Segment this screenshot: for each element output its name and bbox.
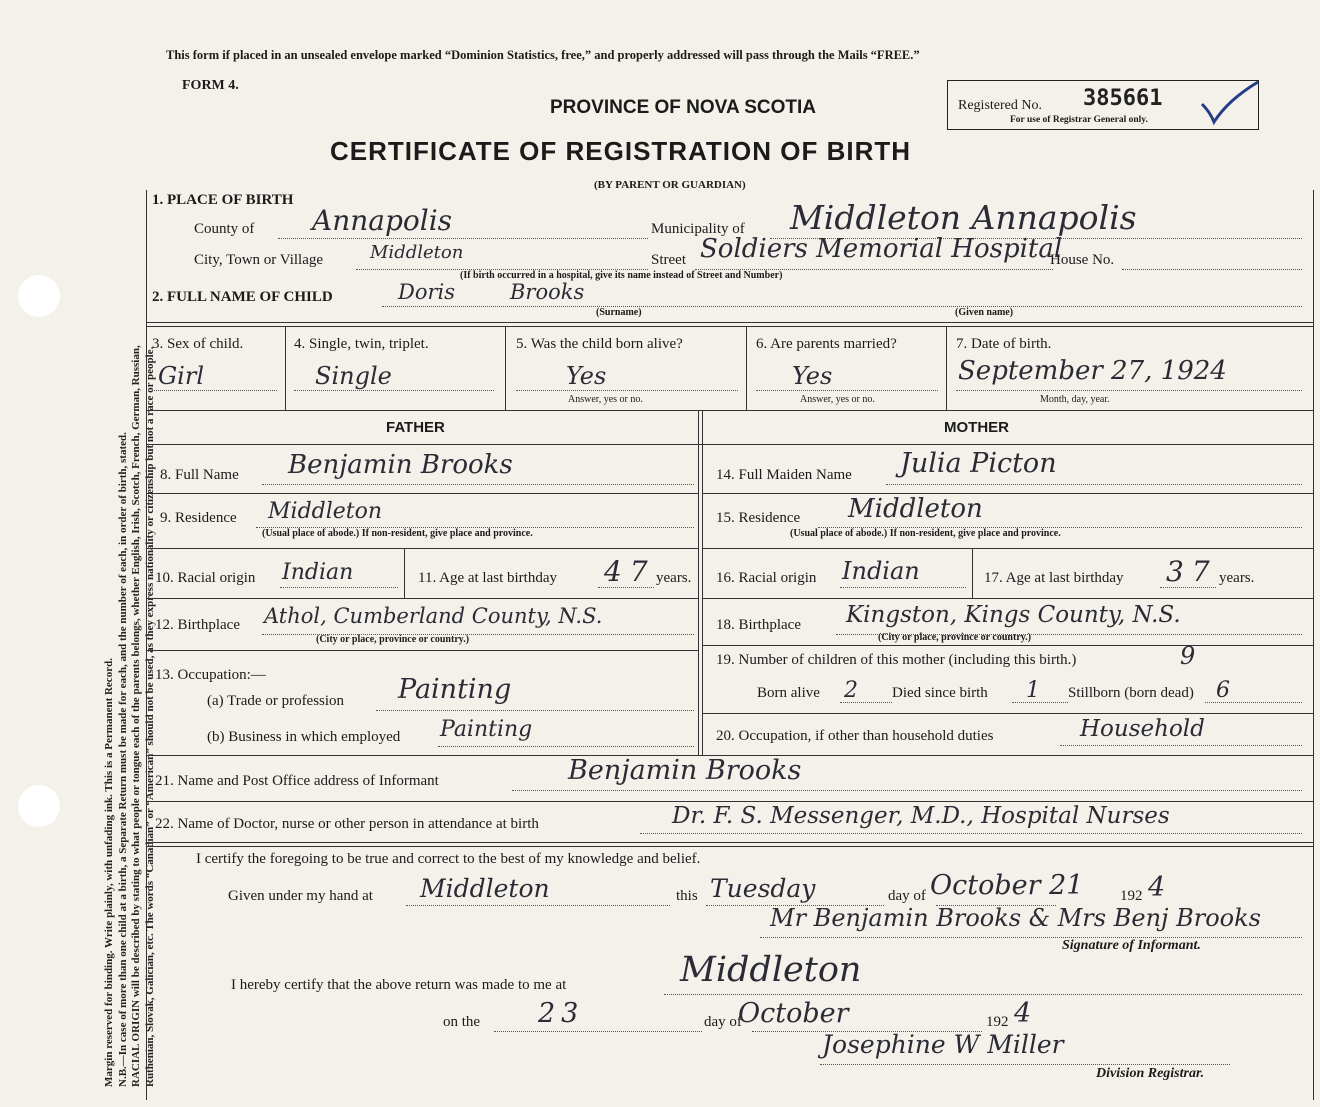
municipality-label: Municipality of [651,221,745,237]
mother-residence-caption: (Usual place of abode.) If non-resident, give place and province. [790,528,1061,539]
father-racial-line [280,587,398,588]
died-value: 1 [1026,678,1040,703]
given-label: Given under my hand at [228,888,373,904]
given-caption: (Given name) [955,307,1014,318]
mother-age-value: 37 [1166,555,1218,588]
children-count-value: 9 [1180,642,1196,670]
sex-label: 3. Sex of child. [152,336,244,352]
mother-name-label: 14. Full Maiden Name [716,467,852,483]
occupation-label: 13. Occupation:— [155,667,266,683]
certificate-title: CERTIFICATE OF REGISTRATION OF BIRTH [330,136,912,166]
county-label: County of [194,221,255,237]
mother-row-rule-4 [702,645,1313,646]
informant-label: 21. Name and Post Office address of Informant [155,773,439,789]
margin-line-3: RACIAL ORIGIN will be described by stating to what people or tongue each of the parents belongs, whether English, Irish, Scotch, French, German, Russian, [130,345,142,1087]
business-label: (b) Business in which employed [207,729,401,745]
registrar-caption: Division Registrar. [1096,1066,1205,1081]
parents-column-divider [698,410,703,755]
plurality-value: Single [315,362,392,390]
signature-caption: Signature of Informant. [1062,938,1201,953]
informant-signature-line [760,937,1302,938]
return-place-value: Middleton [680,950,862,990]
registered-number: 385661 [1083,86,1163,111]
mother-birthplace-label: 18. Birthplace [716,617,801,633]
return-year-suffix: 4 [1014,998,1032,1029]
return-place-line [664,994,1302,995]
mother-residence-value: Middleton [848,494,983,524]
father-birthplace-caption: (City or place, province or country.) [316,634,470,645]
informant-value: Benjamin Brooks [568,755,802,786]
father-row-rule-4 [146,650,698,651]
alive-label: 5. Was the child born alive? [516,336,683,352]
province-heading: PROVINCE OF NOVA SCOTIA [550,97,817,118]
street-value: Soldiers Memorial Hospital [700,234,1063,264]
check-mark-icon [1200,78,1260,126]
father-racial-value: Indian [282,560,354,585]
on-the-label: on the [443,1014,481,1030]
margin-line-2: N.B.—In case of more than one child at a birth, a Separate Return must be made for each, and the number of each, in order of birth, stated. [116,432,129,1087]
trade-line [376,710,694,711]
mother-racial-line [840,587,966,588]
stillborn-value: 6 [1216,678,1230,703]
city-value: Middleton [370,242,464,263]
father-years-label: years. [656,570,692,586]
father-heading: FATHER [386,419,445,436]
county-value: Annapolis [312,204,453,237]
father-age-value: 47 [604,555,656,588]
mother-name-value: Julia Picton [900,448,1057,479]
mother-heading: MOTHER [944,419,1009,436]
child-name-label: 2. FULL NAME OF CHILD [152,289,333,305]
margin-line-1: Margin reserved for binding. Write plainly, with unfading ink. This is a Permanent Record. [103,658,115,1087]
alive-caption: Answer, yes or no. [568,394,643,405]
mother-birthplace-caption: (City or place, province or country.) [878,632,1032,643]
row3-divider-4 [946,326,947,410]
child-surname: Brooks [510,280,585,304]
married-label: 6. Are parents married? [756,336,897,352]
mother-residence-label: 15. Residence [716,510,801,526]
mother-racial-value: Indian [842,557,920,585]
mother-row-rule-2 [702,548,1313,549]
mother-row-rule-1 [702,493,1313,494]
this-label: this [676,888,698,904]
punch-hole-bottom [18,785,60,827]
father-residence-value: Middleton [268,499,383,524]
month-day-value: October 21 [930,870,1084,901]
child-name-line [382,306,1302,307]
father-residence-caption: (Usual place of abode.) If non-resident, give place and province. [262,528,533,539]
return-day-of-label: day of [704,1014,742,1030]
mother-racial-divider [972,548,973,598]
rule-after-informant [146,801,1313,802]
registrar-note: For use of Registrar General only. [1010,115,1148,125]
children-count-label: 19. Number of children of this mother (including this birth.) [716,652,1077,668]
died-line [1012,702,1068,703]
day-of-label: day of [888,888,926,904]
father-row-rule-1 [146,493,698,494]
given-place-line [406,905,670,906]
business-line [438,746,694,747]
frame-right [1313,190,1314,1100]
registered-label: Registered No. [958,98,1042,113]
house-label: House No. [1050,252,1115,268]
father-birthplace-value: Athol, Cumberland County, N.S. [264,604,603,628]
married-line [756,390,938,391]
dob-value: September 27, 1924 [958,356,1227,386]
doctor-line [640,833,1302,834]
plurality-line [294,390,494,391]
died-label: Died since birth [892,685,988,701]
stillborn-label: Stillborn (born dead) [1068,685,1194,701]
trade-label: (a) Trade or profession [207,693,345,709]
father-age-label: 11. Age at last birthday [418,570,557,586]
year-suffix: 4 [1148,872,1166,903]
rule-before-parents [146,410,1313,411]
row3-divider-3 [746,326,747,410]
rule-before-certification [146,842,1313,847]
father-birthplace-label: 12. Birthplace [155,617,240,633]
return-day-line [494,1031,702,1032]
mother-row-rule-5 [702,713,1313,714]
father-name-label: 8. Full Name [160,467,239,483]
mail-notice: This form if placed in an unsealed envelope marked “Dominion Statistics, free,” and properly addressed will pass through the Mails “FREE.” [166,48,920,62]
married-caption: Answer, yes or no. [800,394,875,405]
county-line [278,238,648,239]
mother-occupation-line [1060,745,1302,746]
alive-value: Yes [566,362,607,390]
city-label: City, Town or Village [194,252,324,268]
mother-occupation-label: 20. Occupation, if other than household duties [716,728,994,744]
sex-value: Girl [158,362,204,390]
mother-racial-label: 16. Racial origin [716,570,817,586]
plurality-label: 4. Single, twin, triplet. [294,336,429,352]
margin-line-4: Ruthenian, Slovak, Galician, etc. The words “Canadian” or “American” should not be used, as they express nationality or citizenship but not a race or people. [143,346,156,1087]
registered-checkmark [1200,78,1260,126]
father-racial-divider [404,548,405,598]
sex-line [152,390,277,391]
father-name-line [262,484,694,485]
year-prefix: 192 [1120,888,1143,904]
hospital-note: (If birth occurred in a hospital, give its name instead of Street and Number) [460,270,783,281]
father-name-value: Benjamin Brooks [288,450,513,480]
child-given-name: Doris [398,280,456,304]
mother-name-line [886,484,1302,485]
mother-birthplace-value: Kingston, Kings County, N.S. [846,602,1181,628]
weekday-value: Tuesday [710,874,816,903]
registrar-signature: Josephine W Miller [822,1030,1064,1059]
certificate-subtitle: (BY PARENT OR GUARDIAN) [594,179,746,191]
rule-under-parent-headings [146,444,1313,445]
father-racial-label: 10. Racial origin [155,570,256,586]
certify-statement: I certify the foregoing to be true and correct to the best of my knowledge and belief. [196,851,701,867]
place-of-birth-heading: 1. PLACE OF BIRTH [152,192,294,208]
form-number: FORM 4. [182,78,239,93]
dob-label: 7. Date of birth. [956,336,1052,352]
mother-row-rule-3 [702,598,1313,599]
born-alive-value: 2 [844,678,858,703]
return-year-prefix: 192 [986,1014,1009,1030]
trade-value: Painting [398,674,512,705]
rule-after-name [146,322,1313,327]
municipality-value: Middleton Annapolis [790,198,1137,237]
doctor-label: 22. Name of Doctor, nurse or other person in attendance at birth [155,816,539,832]
punch-hole-top [18,275,60,317]
dob-line [956,390,1302,391]
row3-divider-2 [505,326,506,410]
registrar-signature-line [820,1064,1230,1065]
dob-caption: Month, day, year. [1040,394,1110,405]
return-statement: I hereby certify that the above return was made to me at [231,977,567,993]
informant-line [512,790,1302,791]
doctor-value: Dr. F. S. Messenger, M.D., Hospital Nurses [672,803,1170,829]
return-day-value: 23 [538,998,585,1029]
father-row-rule-2 [146,548,698,549]
alive-line [516,390,738,391]
mother-occupation-value: Household [1080,716,1205,742]
born-alive-label: Born alive [757,685,820,701]
mother-years-label: years. [1219,570,1255,586]
given-place-value: Middleton [420,874,550,903]
mother-age-label: 17. Age at last birthday [984,570,1124,586]
margin-instructions [103,47,157,1087]
return-month-value: October [738,998,849,1029]
house-line [1122,269,1302,270]
surname-caption: (Surname) [596,307,642,318]
father-row-rule-3 [146,598,698,599]
father-residence-label: 9. Residence [160,510,237,526]
business-value: Painting [440,717,533,742]
street-label: Street [651,252,686,268]
informant-signature: Mr Benjamin Brooks & Mrs Benj Brooks [770,904,1261,932]
row3-divider-1 [285,326,286,410]
married-value: Yes [792,362,833,390]
